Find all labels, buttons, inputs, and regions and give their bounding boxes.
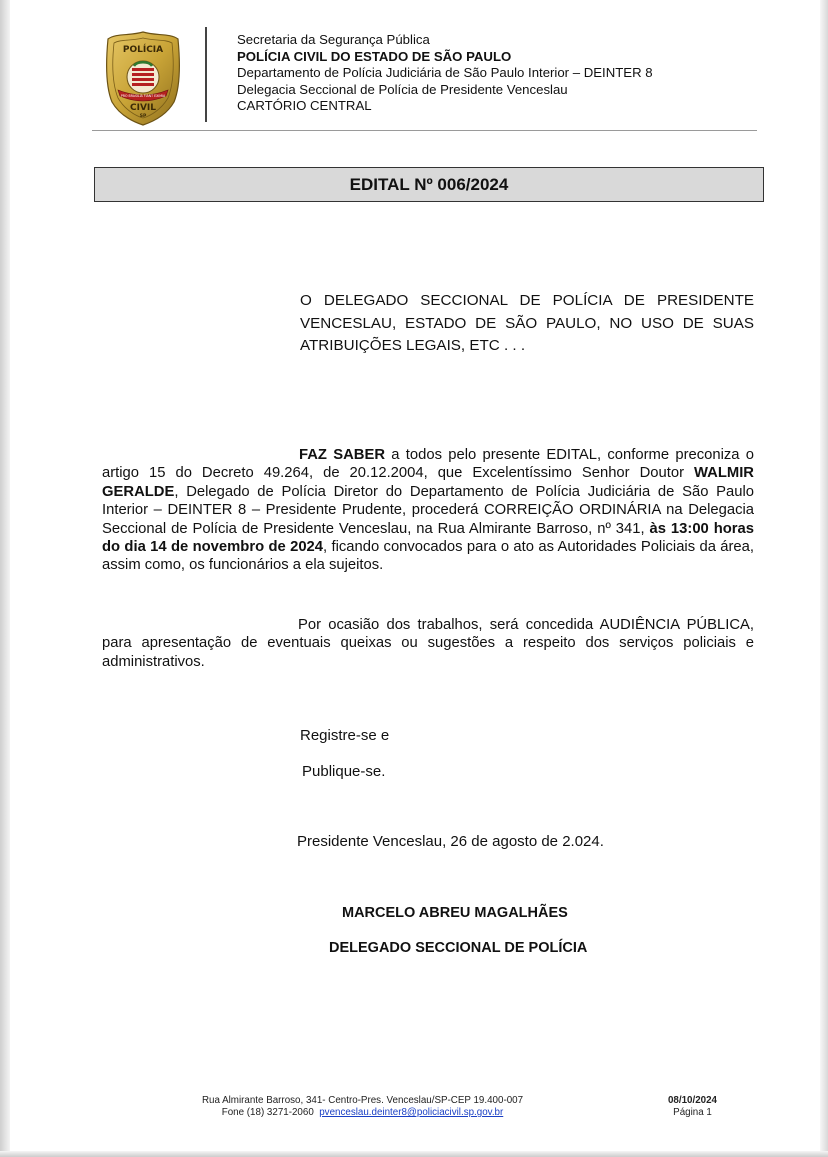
paragraph-audiencia: Por ocasião dos trabalhos, será concedida AUDIÊNCIA PÚBLICA, para apresentação de eventuais queixas ou sugestões a respeito dos serviços policiais e administrativos. [102,617,754,670]
svg-text:POLÍCIA: POLÍCIA [122,45,164,55]
svg-text:SP: SP [139,114,147,119]
paragraph1-text-c: , ficando convocados para o ato as Autoridades Policiais da área, assim como, os funcionários a ela sujeitos. [102,539,754,574]
faz-saber-bold: FAZ SABER [299,447,386,463]
header-line-delegacia: Delegacia Seccional de Polícia de Presidente Venceslau [237,81,568,97]
edital-title: EDITAL Nº 006/2024 [94,167,764,202]
header-line-policia-civil: POLÍCIA CIVIL DO ESTADO DE SÃO PAULO [237,48,512,64]
paragraph1-text-a: a todos pelo presente EDITAL, conforme preconiza o artigo 15 do Decreto 49.264, de 20.12.2004, que Excelentíssimo Senhor Doutor [102,447,754,482]
footer-address-block [170,1095,555,1119]
svg-text:PRO BRASILIA FIANT EXIMIA: PRO BRASILIA FIANT EXIMIA [120,94,166,98]
director-name-bold: WALMIR GERALDE [102,465,754,500]
header-rule [92,130,757,131]
page-edge-shadow-left [0,0,10,1157]
policia-civil-badge-icon [104,30,182,126]
footer-contact [170,1107,555,1119]
svg-text:CIVIL: CIVIL [129,103,157,113]
footer-email-link[interactable]: pvenceslau.deinter8@policiacivil.sp.gov.br [319,1107,504,1118]
footer-phone: Fone (18) 3271-2060 [221,1107,314,1118]
paragraph-faz-saber [102,446,754,575]
footer-date: 08/10/2024 [667,1095,718,1106]
page-edge-shadow-right [820,0,828,1157]
registre-line: Registre-se e [300,727,390,744]
institution-header [237,32,653,115]
header-line-cartorio: CARTÓRIO CENTRAL [237,98,372,113]
preamble-text: O DELEGADO SECCIONAL DE POLÍCIA DE PRESIDENTE VENCESLAU, ESTADO DE SÃO PAULO, NO USO DE SUAS ATRIBUIÇÕES LEGAIS, ETC . . . [300,292,754,354]
signer-name: MARCELO ABREU MAGALHÃES [342,905,568,921]
publique-line: Publique-se. [302,763,386,780]
footer-page-info [655,1095,730,1119]
header-divider [205,27,207,122]
correicao-time-bold: às 13:00 horas do dia 14 de novembro de 2024 [102,520,755,556]
paragraph1-text-b: , Delegado de Polícia Diretor do Departamento de Polícia Judiciária de São Paulo Interior – DEINTER 8 – Presidente Prudente, procederá CORREIÇÃO ORDINÁRIA na Delegacia Seccional de Polícia de Presidente Venceslau, na Rua Almirante Barroso, nº 341, [102,483,754,537]
page-edge-shadow-bottom [0,1151,828,1157]
place-date-line: Presidente Venceslau, 26 de agosto de 2.024. [297,833,604,850]
header-line-secretaria: Secretaria da Segurança Pública [237,32,430,47]
footer-address: Rua Almirante Barroso, 341- Centro-Pres. Venceslau/SP-CEP 19.400-007 [201,1095,524,1106]
footer-page-number: Página 1 [673,1107,712,1118]
header-line-departamento: Departamento de Polícia Judiciária de São Paulo Interior – DEINTER 8 [237,65,653,80]
signer-role: DELEGADO SECCIONAL DE POLÍCIA [329,940,588,956]
